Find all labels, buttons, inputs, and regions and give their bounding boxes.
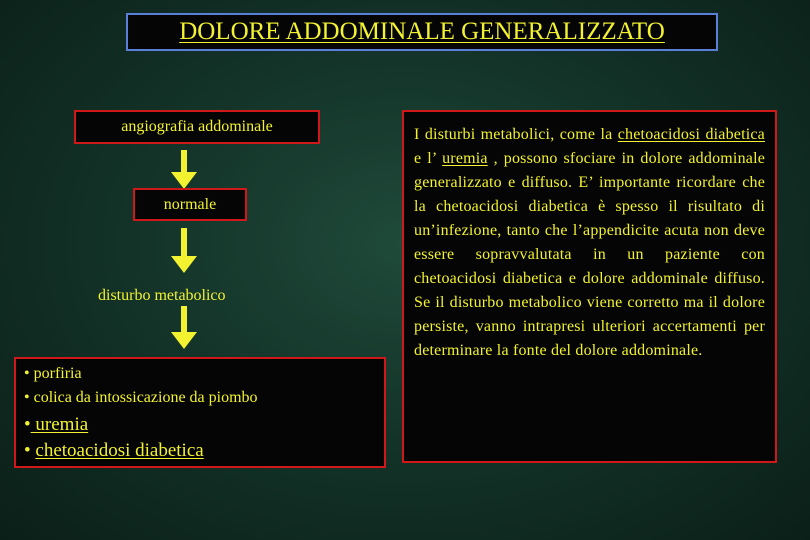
flow-node-label: normale (163, 195, 217, 213)
list-item-link[interactable]: chetoacidosi diabetica (35, 440, 204, 461)
down-arrow-icon (171, 228, 197, 274)
list-item (24, 389, 258, 407)
flow-node-normale (133, 188, 247, 221)
link-uremia[interactable]: uremia (442, 150, 488, 167)
title-box (126, 13, 718, 51)
list-item-text: colica da intossicazione da piombo (33, 389, 258, 406)
flow-node-angiografia (74, 110, 320, 144)
flow-node-label: angiografia addominale (121, 118, 273, 135)
list-item-text: porfiria (33, 365, 82, 382)
paragraph-text: I disturbi metabolici, come la (414, 126, 618, 143)
bullet-icon: • (24, 414, 31, 435)
paragraph-text: , possono sfociare in dolore addominale generalizzato e diffuso. E’ importante ricordare che la chetoacidosi diabetica è spesso il risultato di un’infezione, tanto che l’appendicite acuta non deve essere sopravvalutata in un paziente con chetoacidosi diabetica e dolore addominale diffuso. Se il disturbo metabolico viene corretto ma il dolore persiste, vanno intrapresi ulteriori accertamenti per determinare la fonte del dolore addominale. (414, 150, 766, 359)
list-item (24, 365, 82, 383)
link-chetoacidosi[interactable]: chetoacidosi diabetica (617, 126, 765, 143)
list-item (24, 414, 88, 436)
down-arrow-icon (171, 150, 197, 190)
description-paragraph (414, 123, 765, 363)
down-arrow-icon (171, 306, 197, 350)
paragraph-text: e l’ (414, 150, 443, 167)
bullet-icon: • (24, 440, 31, 461)
flow-label-disturbo: disturbo metabolico (98, 287, 226, 304)
page-title: DOLORE ADDOMINALE GENERALIZZATO (179, 18, 665, 45)
bullet-icon: • (24, 389, 30, 406)
causes-list-box (14, 357, 386, 468)
list-item-link[interactable]: uremia (30, 414, 89, 435)
bullet-icon: • (24, 365, 30, 382)
list-item (24, 440, 204, 462)
description-box (402, 110, 777, 463)
